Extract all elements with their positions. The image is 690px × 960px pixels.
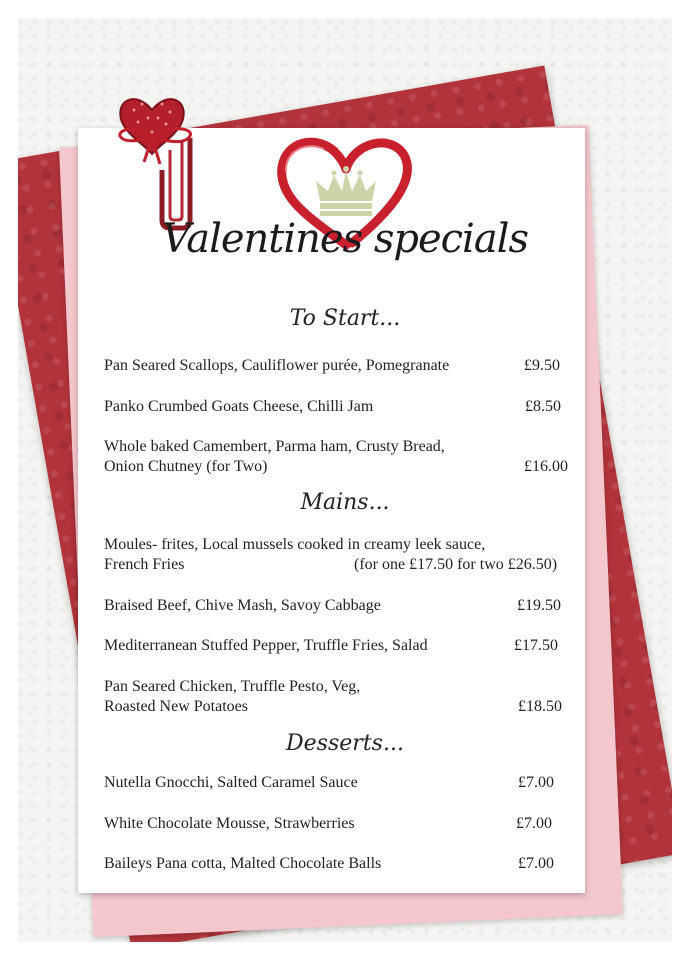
price-beef: £19.50: [517, 597, 561, 614]
item-mousse: White Chocolate Mousse, Strawberries: [104, 815, 355, 832]
item-camembert-line2: Onion Chutney (for Two): [104, 458, 268, 475]
item-beef: Braised Beef, Chive Mash, Savoy Cabbage: [104, 597, 381, 614]
menu-title: Valentines specials: [162, 216, 528, 262]
price-chicken: £18.50: [518, 698, 562, 715]
item-pana-cotta: Baileys Pana cotta, Malted Chocolate Balls: [104, 855, 382, 872]
item-gnocchi: Nutella Gnocchi, Salted Caramel Sauce: [104, 774, 358, 791]
section-starters: To Start...: [289, 306, 401, 331]
price-pana-cotta: £7.00: [518, 855, 554, 872]
price-scallops: £9.50: [524, 357, 560, 374]
price-mousse: £7.00: [516, 815, 552, 832]
price-moules: (for one £17.50 for two £26.50): [354, 556, 558, 573]
heart-paperclip-icon: [114, 70, 204, 235]
item-moules-line2: French Fries: [104, 556, 185, 573]
item-pepper: Mediterranean Stuffed Pepper, Truffle Fries, Salad: [104, 637, 428, 654]
item-goats-cheese: Panko Crumbed Goats Cheese, Chilli Jam: [104, 398, 374, 415]
item-moules-line1: Moules- frites, Local mussels cooked in creamy leek sauce,: [104, 536, 486, 553]
price-gnocchi: £7.00: [518, 774, 554, 791]
item-chicken-line2: Roasted New Potatoes: [104, 698, 248, 715]
item-scallops: Pan Seared Scallops, Cauliflower purée, Pomegranate: [104, 357, 450, 374]
item-camembert-line1: Whole baked Camembert, Parma ham, Crusty Bread,: [104, 438, 445, 455]
price-goats-cheese: £8.50: [525, 398, 561, 415]
section-mains: Mains...: [300, 490, 390, 515]
price-pepper: £17.50: [514, 637, 558, 654]
price-camembert: £16.00: [524, 458, 568, 475]
section-desserts: Desserts...: [286, 731, 404, 756]
item-chicken-line1: Pan Seared Chicken, Truffle Pesto, Veg,: [104, 678, 361, 695]
